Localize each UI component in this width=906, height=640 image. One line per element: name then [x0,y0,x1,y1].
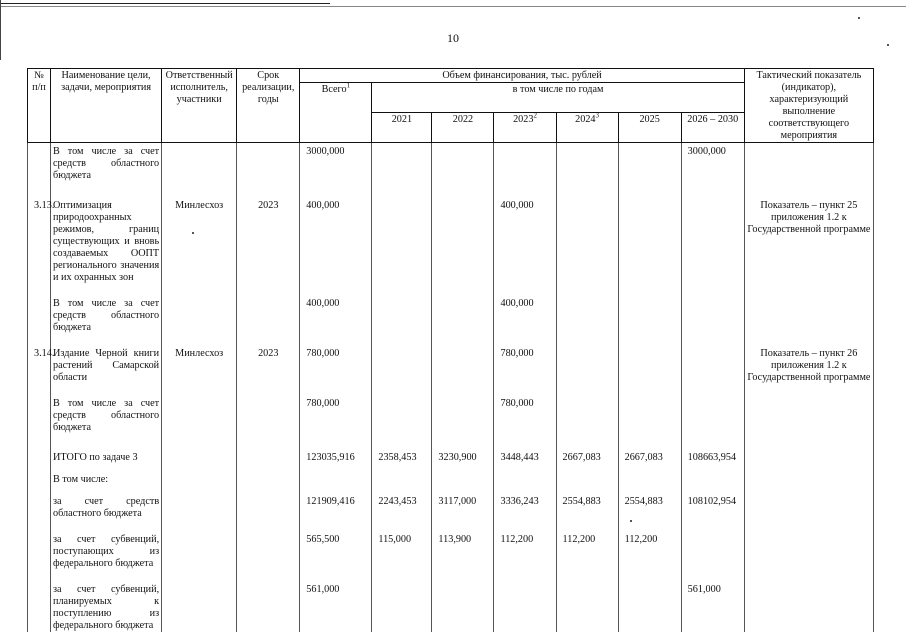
row-year-2025: 2667,083 [618,434,681,464]
row-year-2024 [556,334,618,384]
row-total: 561,000 [300,570,372,632]
row-year-2021 [372,334,432,384]
row-year-2022: 3117,000 [432,486,494,520]
row-term [237,384,300,434]
row-year-2025 [618,284,681,334]
table-row [28,284,874,334]
footnote-mark: 2 [533,111,537,120]
col-year-header [372,113,432,143]
col-ind-header: Тактический показатель (индикатор), характеризующий выполнение соответствующего мероприятия [744,69,873,143]
table-row [28,464,874,486]
row-year-2021: 2243,453 [372,486,432,520]
row-year-2022 [432,143,494,183]
row-number [28,520,51,570]
row-year-2022 [432,284,494,334]
year-label: 2021 [391,114,413,125]
year-label: 2025 [639,114,660,125]
row-year-2025 [618,464,681,486]
row-year-2023 [494,143,556,183]
row-year-2021 [372,182,432,284]
row-name: за счет субвенций, планируемых к поступлению из федерального бюджета [51,570,162,632]
row-responsible [162,520,237,570]
row-year-2024: 112,200 [556,520,618,570]
row-total: 780,000 [300,384,372,434]
row-responsible [162,486,237,520]
col-year-header [618,113,681,143]
row-responsible [162,143,237,183]
row-total: 123035,916 [300,434,372,464]
row-year-2026-2030 [681,284,744,334]
row-total: 565,500 [300,520,372,570]
table-row [28,334,874,384]
row-year-2021: 115,000 [372,520,432,570]
col-by-years-header: в том числе по годам [372,83,744,113]
row-year-2024 [556,384,618,434]
row-indicator [744,143,873,183]
row-number [28,284,51,334]
row-year-2026-2030: 3000,000 [681,143,744,183]
row-year-2025 [618,334,681,384]
row-year-2022 [432,182,494,284]
row-year-2021 [372,143,432,183]
row-number [28,486,51,520]
col-term-header: Срок реализации, годы [237,69,300,143]
row-year-2025: 112,200 [618,520,681,570]
row-year-2026-2030 [681,182,744,284]
row-number [28,434,51,464]
row-total: 780,000 [300,334,372,384]
row-responsible [162,570,237,632]
row-year-2025: 2554,883 [618,486,681,520]
table-row [28,520,874,570]
row-term: 2023 [237,334,300,384]
col-total-label: Всего [321,84,347,95]
row-term [237,570,300,632]
row-indicator [744,520,873,570]
row-year-2024 [556,143,618,183]
scan-line [0,0,1,60]
row-number [28,464,51,486]
row-year-2024 [556,284,618,334]
row-year-2023 [494,464,556,486]
row-responsible: Минлесхоз [162,334,237,384]
row-term [237,520,300,570]
row-term: 2023 [237,182,300,284]
footnote-mark: 1 [346,81,351,90]
scan-line [0,6,906,7]
col-year-header [556,113,618,143]
row-responsible [162,384,237,434]
year-label: 2024 [575,114,596,125]
footnote-mark: 3 [595,111,600,120]
row-indicator [744,434,873,464]
col-year-header [681,113,744,143]
row-name: за счет средств областного бюджета [51,486,162,520]
row-year-2023: 780,000 [494,384,556,434]
table-row [28,182,874,284]
row-year-2026-2030 [681,520,744,570]
row-year-2026-2030 [681,334,744,384]
col-year-header [494,113,556,143]
row-year-2021 [372,464,432,486]
table-row [28,143,874,183]
row-year-2021 [372,570,432,632]
col-year-header [432,113,494,143]
row-indicator [744,570,873,632]
year-label: 2022 [452,114,474,125]
row-indicator [744,486,873,520]
row-total: 3000,000 [300,143,372,183]
row-year-2026-2030: 108102,954 [681,486,744,520]
row-indicator: Показатель – пункт 25 приложения 1.2 к Государственной программе [744,182,873,284]
row-year-2026-2030 [681,384,744,434]
row-term [237,434,300,464]
row-total: 400,000 [300,284,372,334]
row-year-2026-2030: 561,000 [681,570,744,632]
row-total: 400,000 [300,182,372,284]
table-row [28,486,874,520]
row-indicator [744,464,873,486]
row-year-2025 [618,384,681,434]
scan-line [0,3,330,4]
row-name: В том числе: [51,464,162,486]
row-name: В том числе за счет средств областного бюджета [51,284,162,334]
row-year-2022 [432,570,494,632]
row-year-2021: 2358,453 [372,434,432,464]
row-responsible [162,434,237,464]
table-row [28,434,874,464]
col-name-header: Наименование цели, задачи, мероприятия [51,69,162,143]
row-total: 121909,416 [300,486,372,520]
scan-speck [858,17,860,19]
row-term [237,464,300,486]
table-header [28,69,874,143]
row-number: 3.14. [28,334,51,384]
row-year-2022 [432,384,494,434]
row-year-2024 [556,570,618,632]
table-row [28,384,874,434]
row-name: Издание Черной книги растений Самарской области [51,334,162,384]
col-total-header [300,83,372,143]
col-resp-header: Ответственный исполнитель, участники [162,69,237,143]
row-number [28,384,51,434]
row-year-2024 [556,464,618,486]
col-num-header: № п/п [28,69,51,143]
table-row [28,570,874,632]
row-year-2025 [618,143,681,183]
row-year-2023: 3448,443 [494,434,556,464]
row-year-2023: 780,000 [494,334,556,384]
row-term [237,486,300,520]
row-year-2025 [618,570,681,632]
row-year-2022 [432,334,494,384]
row-name: за счет субвенций, поступающих из федерального бюджета [51,520,162,570]
row-indicator [744,384,873,434]
row-number [28,143,51,183]
row-name: В том числе за счет средств областного бюджета [51,143,162,183]
row-name: Оптимизация природоохранных режимов, границ существующих и вновь создаваемых ООПТ регионального значения и их охранных зон [51,182,162,284]
row-year-2023: 400,000 [494,284,556,334]
table-body [28,143,874,633]
row-year-2023 [494,570,556,632]
row-indicator: Показатель – пункт 26 приложения 1.2 к Государственной программе [744,334,873,384]
row-responsible [162,284,237,334]
col-fin-header: Объем финансирования, тыс. рублей [300,69,744,83]
row-year-2024: 2667,083 [556,434,618,464]
row-year-2022 [432,464,494,486]
page-number: 10 [447,31,459,45]
row-year-2024: 2554,883 [556,486,618,520]
row-name: ИТОГО по задаче 3 [51,434,162,464]
row-year-2021 [372,384,432,434]
row-year-2023: 400,000 [494,182,556,284]
row-name: В том числе за счет средств областного бюджета [51,384,162,434]
year-label: 2023 [513,114,534,125]
row-year-2023: 112,200 [494,520,556,570]
row-year-2022: 113,900 [432,520,494,570]
row-number [28,570,51,632]
row-year-2021 [372,284,432,334]
row-responsible [162,464,237,486]
row-term [237,143,300,183]
row-year-2025 [618,182,681,284]
row-number: 3.13. [28,182,51,284]
year-label: 2026 – 2030 [687,114,739,125]
row-year-2026-2030 [681,464,744,486]
row-year-2023: 3336,243 [494,486,556,520]
financing-table [27,68,874,632]
row-term [237,284,300,334]
row-indicator [744,284,873,334]
scan-edge [0,0,906,9]
row-year-2022: 3230,900 [432,434,494,464]
row-year-2026-2030: 108663,954 [681,434,744,464]
row-responsible: Минлесхоз [162,182,237,284]
row-year-2024 [556,182,618,284]
row-total [300,464,372,486]
scan-speck [887,44,889,46]
